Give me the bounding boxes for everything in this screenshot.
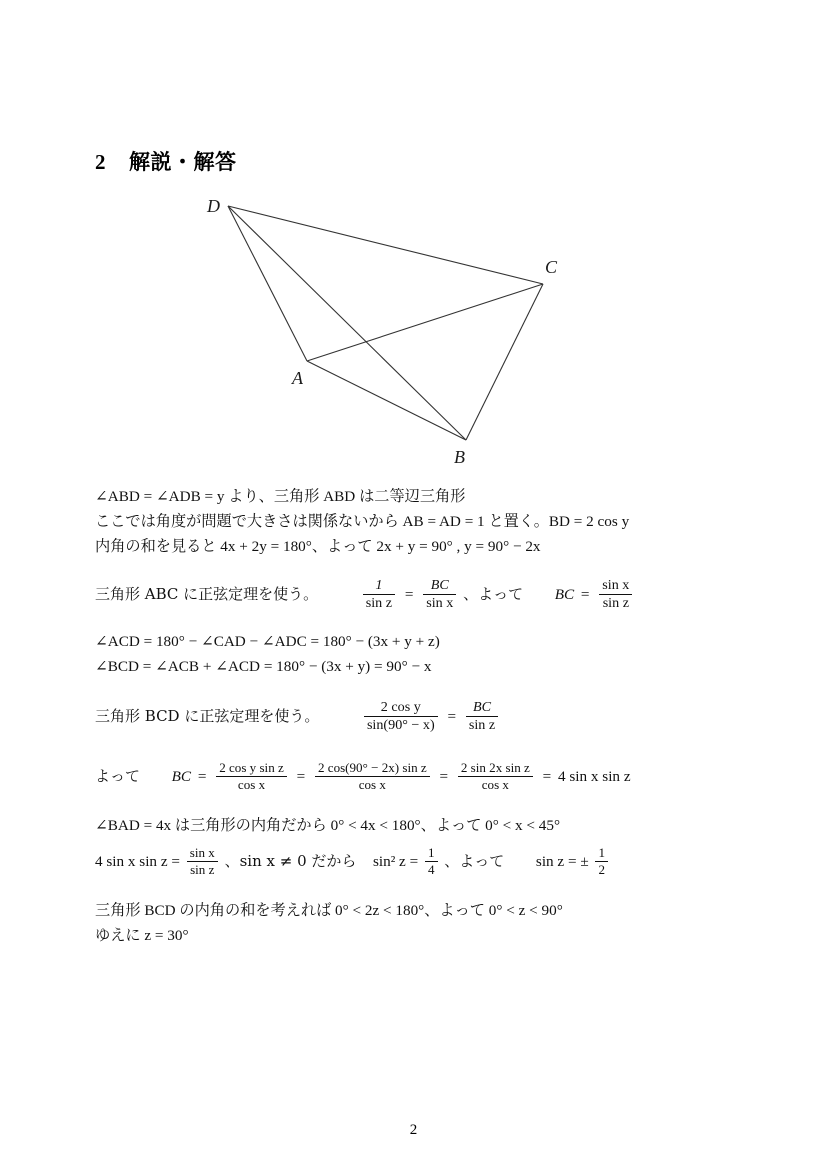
expr-sinx-nonzero: 、sin x ≠ 0 だから — [224, 852, 357, 870]
connector-yotte-3: 、よって — [444, 852, 505, 870]
edge-D-B — [228, 206, 466, 440]
geometry-figure — [0, 185, 827, 485]
fraction-one-over-sinz: $\frac{1}{\text{sin z}}$ — [360, 578, 398, 612]
page-number: 2 — [409, 1122, 418, 1138]
paragraph-sine-rule-bcd — [95, 693, 735, 739]
fraction-step-1: $\frac{\text{2 cos y sin z}}{\text{cos x}}$ — [213, 761, 290, 792]
paragraph-bc-derivation — [95, 753, 735, 799]
solution-body — [95, 484, 735, 948]
connector-yotte-1: 、よって — [463, 585, 524, 603]
fraction-2cosy-over-sin90x: $\frac{\text{2 cos y}}{\sin(90^\circ - x)}$ — [361, 700, 441, 734]
vertex-label-C: C — [545, 257, 558, 277]
line-angle-sum: 内角の和を見ると 4x + 2y = 180°、よって 2x + y = 90° , y = 90° − 2x — [95, 538, 541, 555]
fraction-step-3: $\frac{\text{2 sin 2x sin z}}{\text{cos x}}$ — [455, 761, 536, 792]
line-final-answer: ゆえに z = 30° — [95, 927, 189, 944]
fraction-bc-over-sinx: $\frac{BC}{\text{sin x}}$ — [420, 578, 459, 612]
expr-4sinxsinz: 4 sin x sin z = — [95, 853, 180, 870]
quadrilateral-abcd-svg — [0, 185, 827, 485]
lead-yotte-2: よって — [95, 767, 141, 785]
fraction-one-half: $\frac{1}{2}$ — [592, 846, 611, 877]
lead-sine-rule-bcd: 三角形 BCD に正弦定理を使う。 — [95, 707, 320, 725]
line-angle-bad-range: ∠BAD = 4x は三角形の内角だから 0° < 4x < 180°、よって 0° < x < 45° — [95, 817, 561, 834]
edge-D-A — [228, 206, 307, 361]
label-bc-2: BC — [171, 768, 192, 785]
lead-sine-rule-abc: 三角形 ABC に正弦定理を使う。 — [95, 585, 319, 603]
paragraph-angle-acd-bcd — [95, 629, 735, 679]
line-bc-chain: よって BC = $\frac{\text{2 cos y sin z}}{\text{cos x}}$ = $\frac{\text{2 cos(90° − 2x) sin z}}{\text{cos x}}$ = $\frac{\text{2 sin 2x sin z}}{\text{cos x}}$ = 4 sin x sin z — [95, 759, 631, 792]
paragraph-range-and-sinz — [95, 813, 735, 884]
line-angle-abd: ∠ABD = ∠ADB = y より、三角形 ABD は二等辺三角形 — [95, 488, 466, 505]
page-title: 2 解説・解答 — [95, 150, 237, 174]
line-sin-squared-z — [95, 838, 735, 884]
line-angle-acd: ∠ACD = 180° − ∠CAD − ∠ADC = 180° − (3x + y + z) — [95, 633, 440, 650]
line-angle-bcd: ∠BCD = ∠ACB + ∠ACD = 180° − (3x + y) = 90° − x — [95, 658, 432, 675]
result-bc: 4 sin x sin z — [558, 768, 631, 785]
fraction-sinx-over-sinz-2: $\frac{\text{sin x}}{\text{sin z}}$ — [184, 846, 221, 877]
expr-sin-squared-z: sin² z = — [372, 853, 419, 870]
vertex-label-B: B — [454, 447, 465, 467]
edge-D-C — [228, 206, 543, 284]
paragraph-conclusion — [95, 898, 735, 948]
fraction-sinx-over-sinz: $\frac{\text{sin x}}{\text{sin z}}$ — [596, 578, 635, 612]
paragraph-isosceles — [95, 484, 735, 559]
vertex-label-D: D — [207, 196, 220, 216]
figure-edges — [228, 206, 543, 440]
fraction-step-2: $\frac{\text{2 cos(90° − 2x) sin z}}{\text{cos x}}$ — [312, 761, 433, 792]
vertex-label-A: A — [292, 368, 303, 388]
label-bc-1: BC — [554, 586, 575, 603]
edge-A-C — [307, 284, 543, 361]
edge-A-B — [307, 361, 466, 440]
fraction-one-quarter: $\frac{1}{4}$ — [422, 846, 441, 877]
line-sine-rule-bcd: 三角形 BCD に正弦定理を使う。 $\frac{\text{2 cos y}}{\sin(90^\circ - x)}$ = $\frac{BC}{\text{sin z}}$ — [95, 693, 735, 739]
expr-sinz-equals: sin z = ± — [535, 853, 589, 870]
fraction-bc-over-sinz-2: $\frac{BC}{\text{sin z}}$ — [463, 700, 501, 734]
paragraph-sine-rule-abc — [95, 573, 735, 615]
line-set-ab-ad: ここでは角度が問題で大きさは関係ないから AB = AD = 1 と置く。BD = 2 cos y — [95, 513, 630, 530]
line-sine-rule-abc: 三角形 ABC に正弦定理を使う。 $\frac{1}{\text{sin z}}$ = $\frac{BC}{\text{sin x}}$ 、よって BC = $\frac{\text{sin x}}{\text{sin z}}$ — [95, 573, 735, 615]
line-bcd-angle-sum: 三角形 BCD の内角の和を考えれば 0° < 2z < 180°、よって 0° < z < 90° — [95, 902, 563, 919]
edge-B-C — [466, 284, 543, 440]
